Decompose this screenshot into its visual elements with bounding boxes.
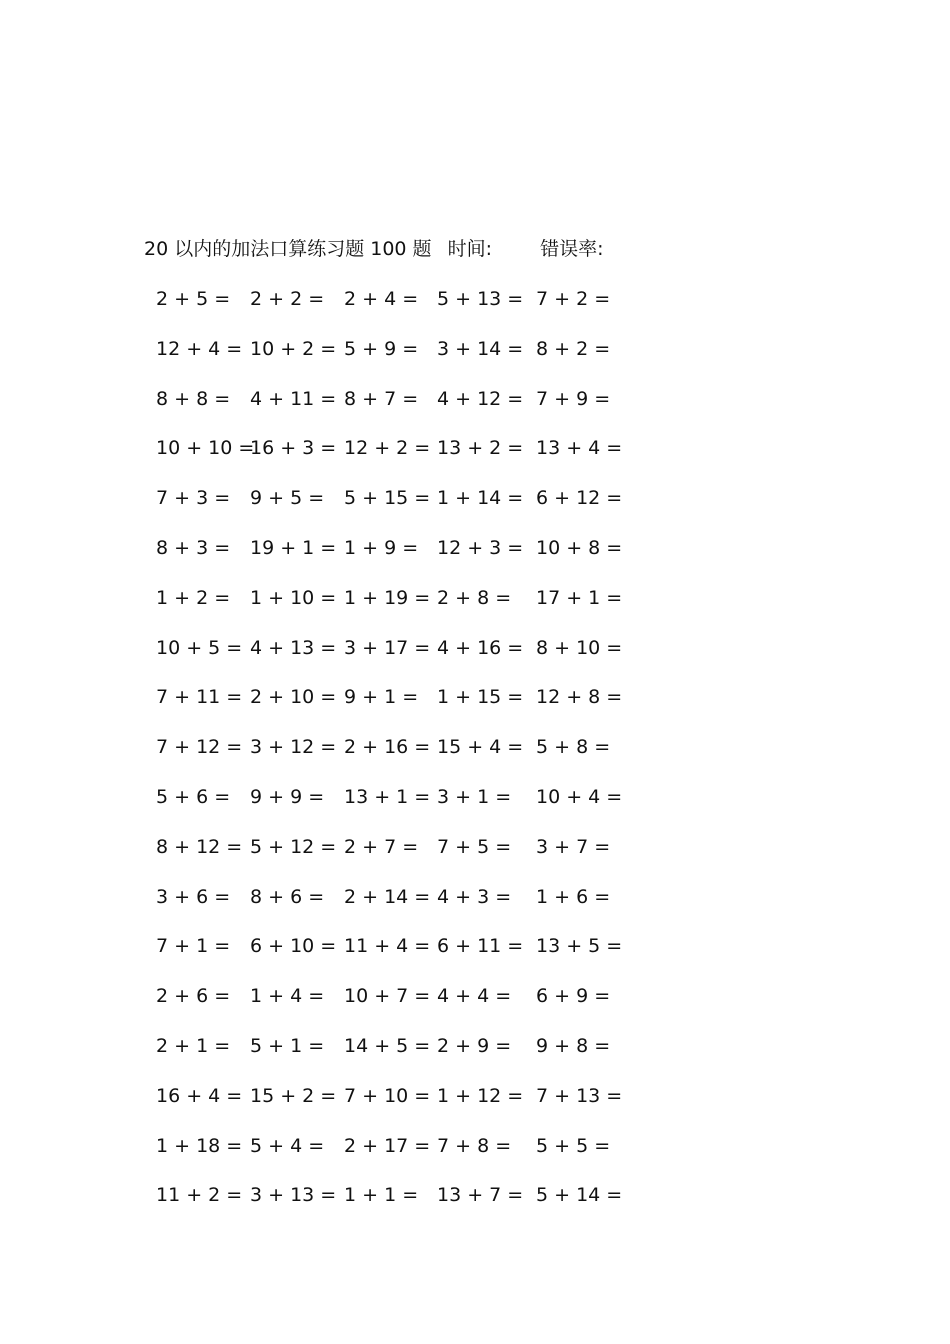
addition-problem: 4 + 11 = [250, 387, 337, 410]
addition-problem: 1 + 15 = [437, 686, 524, 709]
problem-row [144, 533, 664, 563]
addition-problem: 2 + 10 = [250, 686, 337, 709]
addition-problem: 4 + 16 = [437, 636, 524, 659]
addition-problem: 7 + 8 = [437, 1134, 512, 1157]
addition-problem: 12 + 3 = [437, 537, 524, 559]
addition-problem: 5 + 1 = [250, 1035, 325, 1057]
addition-problem: 13 + 5 = [536, 935, 623, 958]
addition-problem: 11 + 2 = [156, 1184, 243, 1207]
addition-problem: 7 + 3 = [156, 487, 231, 510]
addition-problem: 2 + 4 = [344, 288, 419, 310]
addition-problem: 1 + 18 = [156, 1134, 243, 1157]
addition-problem: 2 + 16 = [344, 736, 431, 759]
addition-problem: 1 + 14 = [437, 487, 524, 510]
addition-problem: 6 + 11 = [437, 935, 524, 958]
addition-problem: 5 + 8 = [536, 736, 611, 759]
addition-problem: 2 + 5 = [156, 288, 231, 310]
addition-problem: 12 + 2 = [344, 437, 431, 460]
problem-grid [144, 0, 664, 1344]
problem-row [144, 284, 664, 314]
addition-problem: 4 + 4 = [437, 985, 512, 1008]
addition-problem: 13 + 4 = [536, 437, 623, 460]
addition-problem: 8 + 6 = [250, 885, 325, 908]
addition-problem: 8 + 7 = [344, 387, 419, 410]
addition-problem: 1 + 12 = [437, 1084, 524, 1107]
addition-problem: 5 + 5 = [536, 1134, 611, 1157]
addition-problem: 3 + 6 = [156, 885, 231, 908]
problem-row [144, 1131, 664, 1161]
addition-problem: 3 + 17 = [344, 636, 431, 659]
addition-problem: 6 + 12 = [536, 487, 623, 510]
addition-problem: 8 + 2 = [536, 337, 611, 360]
problem-row [144, 633, 664, 663]
addition-problem: 1 + 10 = [250, 586, 337, 609]
addition-problem: 8 + 8 = [156, 387, 231, 410]
addition-problem: 6 + 9 = [536, 985, 611, 1008]
addition-problem: 1 + 2 = [156, 586, 231, 609]
addition-problem: 12 + 8 = [536, 686, 623, 709]
addition-problem: 7 + 11 = [156, 686, 243, 709]
addition-problem: 10 + 8 = [536, 537, 623, 559]
addition-problem: 6 + 10 = [250, 935, 337, 958]
addition-problem: 2 + 1 = [156, 1035, 231, 1057]
problem-row [144, 1081, 664, 1111]
addition-problem: 9 + 8 = [536, 1035, 611, 1057]
problem-row [144, 981, 664, 1011]
problem-row [144, 1031, 664, 1061]
addition-problem: 9 + 1 = [344, 686, 419, 709]
problem-row [144, 483, 664, 513]
addition-problem: 7 + 13 = [536, 1084, 623, 1107]
addition-problem: 2 + 9 = [437, 1035, 512, 1057]
addition-problem: 13 + 2 = [437, 437, 524, 460]
problem-row [144, 1180, 664, 1210]
addition-problem: 4 + 12 = [437, 387, 524, 410]
addition-problem: 1 + 4 = [250, 985, 325, 1008]
addition-problem: 5 + 4 = [250, 1134, 325, 1157]
addition-problem: 2 + 7 = [344, 835, 419, 858]
addition-problem: 14 + 5 = [344, 1035, 431, 1057]
addition-problem: 9 + 5 = [250, 487, 325, 510]
addition-problem: 7 + 5 = [437, 835, 512, 858]
addition-problem: 5 + 15 = [344, 487, 431, 510]
addition-problem: 19 + 1 = [250, 537, 337, 559]
addition-problem: 1 + 9 = [344, 537, 419, 559]
addition-problem: 15 + 4 = [437, 736, 524, 759]
addition-problem: 16 + 4 = [156, 1084, 243, 1107]
addition-problem: 17 + 1 = [536, 586, 623, 609]
addition-problem: 5 + 12 = [250, 835, 337, 858]
problem-row [144, 334, 664, 364]
addition-problem: 7 + 9 = [536, 387, 611, 410]
addition-problem: 5 + 6 = [156, 786, 231, 808]
addition-problem: 3 + 13 = [250, 1184, 337, 1207]
problem-row [144, 782, 664, 812]
addition-problem: 1 + 19 = [344, 586, 431, 609]
addition-problem: 4 + 13 = [250, 636, 337, 659]
addition-problem: 10 + 5 = [156, 636, 243, 659]
addition-problem: 3 + 7 = [536, 835, 611, 858]
addition-problem: 5 + 9 = [344, 337, 419, 360]
addition-problem: 3 + 1 = [437, 786, 512, 808]
addition-problem: 7 + 1 = [156, 935, 231, 958]
addition-problem: 11 + 4 = [344, 935, 431, 958]
addition-problem: 1 + 6 = [536, 885, 611, 908]
problem-row [144, 832, 664, 862]
addition-problem: 7 + 12 = [156, 736, 243, 759]
problem-row [144, 384, 664, 414]
addition-problem: 2 + 17 = [344, 1134, 431, 1157]
addition-problem: 2 + 8 = [437, 586, 512, 609]
addition-problem: 5 + 14 = [536, 1184, 623, 1207]
addition-problem: 3 + 12 = [250, 736, 337, 759]
addition-problem: 10 + 2 = [250, 337, 337, 360]
problem-row [144, 583, 664, 613]
time-label: 时间: [447, 238, 493, 260]
addition-problem: 4 + 3 = [437, 885, 512, 908]
addition-problem: 15 + 2 = [250, 1084, 337, 1107]
addition-problem: 13 + 7 = [437, 1184, 524, 1207]
addition-problem: 10 + 4 = [536, 786, 623, 808]
addition-problem: 16 + 3 = [250, 437, 337, 460]
addition-problem: 2 + 6 = [156, 985, 231, 1008]
addition-problem: 3 + 14 = [437, 337, 524, 360]
addition-problem: 5 + 13 = [437, 288, 524, 310]
addition-problem: 7 + 2 = [536, 288, 611, 310]
worksheet-title: 20 以内的加法口算练习题 100 题 [144, 238, 432, 260]
addition-problem: 1 + 1 = [344, 1184, 419, 1207]
error-rate-label: 错误率: [540, 238, 604, 260]
problem-row [144, 732, 664, 762]
addition-problem: 10 + 7 = [344, 985, 431, 1008]
addition-problem: 10 + 10 = [156, 437, 255, 460]
problem-row [144, 882, 664, 912]
addition-problem: 2 + 14 = [344, 885, 431, 908]
addition-problem: 2 + 2 = [250, 288, 325, 310]
addition-problem: 7 + 10 = [344, 1084, 431, 1107]
addition-problem: 12 + 4 = [156, 337, 243, 360]
addition-problem: 8 + 3 = [156, 537, 231, 559]
addition-problem: 8 + 10 = [536, 636, 623, 659]
addition-problem: 13 + 1 = [344, 786, 431, 808]
addition-problem: 8 + 12 = [156, 835, 243, 858]
problem-row [144, 682, 664, 712]
addition-problem: 9 + 9 = [250, 786, 325, 808]
problem-row [144, 931, 664, 961]
problem-row [144, 433, 664, 463]
